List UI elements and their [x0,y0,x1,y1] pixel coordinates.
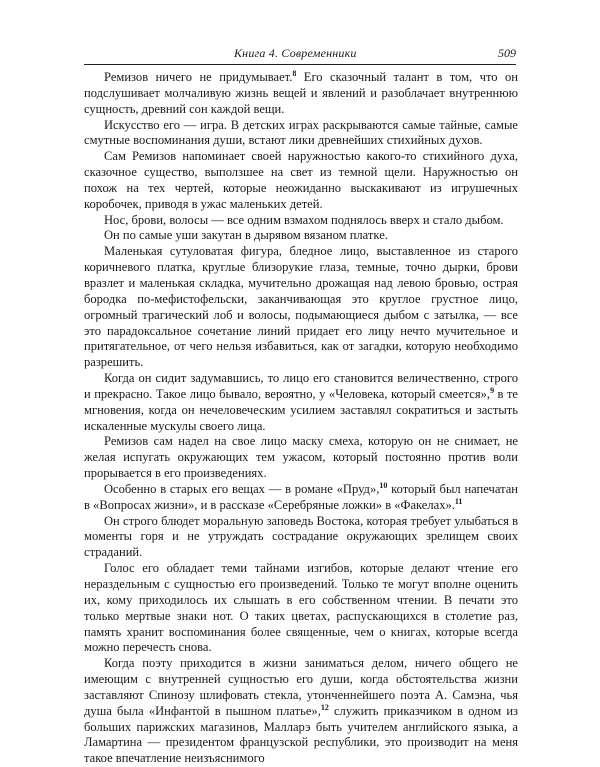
paragraph-text: Ремизов сам надел на свое лицо маску смеха, которую он не снимает, не желая испугать окружающих тем ужасом, который постоянно против воли прорывается в его произведениях. [84,434,518,481]
paragraph [84,213,518,229]
header-rule [84,64,516,65]
paragraph [84,244,518,371]
paragraph [84,371,518,434]
paragraph-text: Сам Ремизов напоминает своей наружностью какого-то стихийного духа, сказочное существо, выползшее на свет из темной щели. Наружностью он похож на тех чертей, которые неожиданно выскакивают из игрушечных коробочек, приводя в ужас маленьких детей. [84,149,518,211]
paragraph-text: Особенно в старых его вещах — в романе «Пруд», [104,481,380,496]
paragraph-text: Когда он сидит задумавшись, то лицо его становится величественно, строго и прекрасно. Такое лицо бывало, вероятно, у «Человека, который смеется», [84,371,518,401]
paragraph-text: служить приказчиком в одном из больших парижских магазинов, Малларэ быть учителем английского языка, а Ламартина — президентом французской республики, это производит на меня такое впечатление неизъяснимого [84,703,518,766]
paragraph-text: в те мгновения, когда он нечеловеческим усилием заставлял сократиться и застыть искаленные мускулы своего лица. [84,386,519,433]
paragraph-text: Он по самые уши закутан в дырявом вязаном платке. [104,228,388,243]
paragraph-text: Ремизов ничего не придумывает. [104,70,293,84]
paragraph [84,656,518,767]
footnote-ref[interactable]: 10 [379,480,388,490]
paragraph [84,514,518,562]
footnote-ref[interactable]: 12 [320,702,329,712]
footnote-ref[interactable]: 11 [454,496,463,506]
paragraph-text: Голос его обладает теми тайнами изгибов, которые делают чтение его нераздельным с сущностью его произведений. Только те могут вполне оценить их, кому приходилось их слышать в его собственном чтении. В печати это только мертвые знаки нот. О таких цветах, распускающихся в столетие раз, память хранит воспоминания более священные, чем о книгах, которые всегда можно перечесть снова. [84,561,518,655]
paragraph-text: Искусство его — игра. В детских играх раскрываются самые тайные, самые смутные воспоминания души, встают лики древнейших стихийных духов. [84,117,518,148]
book-title: Книга 4. Современники [234,46,357,60]
paragraph-text: Нос, брови, волосы — все одним взмахом поднялось вверх и стало дыбом. [104,212,504,227]
paragraph [84,149,518,212]
running-head [84,42,516,62]
paragraph-text: Когда поэту приходится в жизни заниматься делом, ничего общего не имеющим с внутренней сущностью его души, когда обстоятельства жизни заставляют Спинозу шлифовать стекла, утонченнейшего поэта А. Самэна, чья душа была «Инфантой в пышном платье», [84,656,518,718]
paragraph [84,561,518,656]
paragraph [84,70,518,118]
paragraph-text: Маленькая сутуловатая фигура, бледное лицо, выставленное из старого коричневого платка, круглые близорукие глаза, темные, точно дырки, брови вразлет и маленькая складка, мучительно дрожащая над левою бровью, острая бородка по-мефистофельски, заканчивающая это круглое грустное лицо, огромный трагический лоб и волосы, подымающиеся дыбом с затылка, — все это парадоксальное сочетание линий придает его лицу нечто мучительное и притягательное, от чего нельзя избавиться, как от загадки, которую необходимо разрешить. [84,244,518,370]
body-text [84,70,518,767]
paragraph-text: Он строго блюдет моральную заповедь Востока, которая требует улыбаться в моменты горя и не утруждать сострадание окружающих зрелищем своих страданий. [84,513,518,560]
paragraph [84,482,518,514]
footnote-ref[interactable]: 8 [292,68,297,78]
paragraph-text: который был напечатан в «Вопросах жизни», и в рассказе «Серебряные ложки» в «Факелах». [84,481,519,512]
paragraph-text: Его сказочный талант в том, что он подслушивает молчаливую жизнь вещей и явлений и разоблачает внутреннюю сущность, древний сон каждой вещи. [84,70,518,116]
page-number: 509 [498,46,516,60]
paragraph [84,118,518,150]
footnote-ref[interactable]: 9 [490,385,495,395]
paragraph [84,228,518,244]
paragraph [84,434,518,482]
